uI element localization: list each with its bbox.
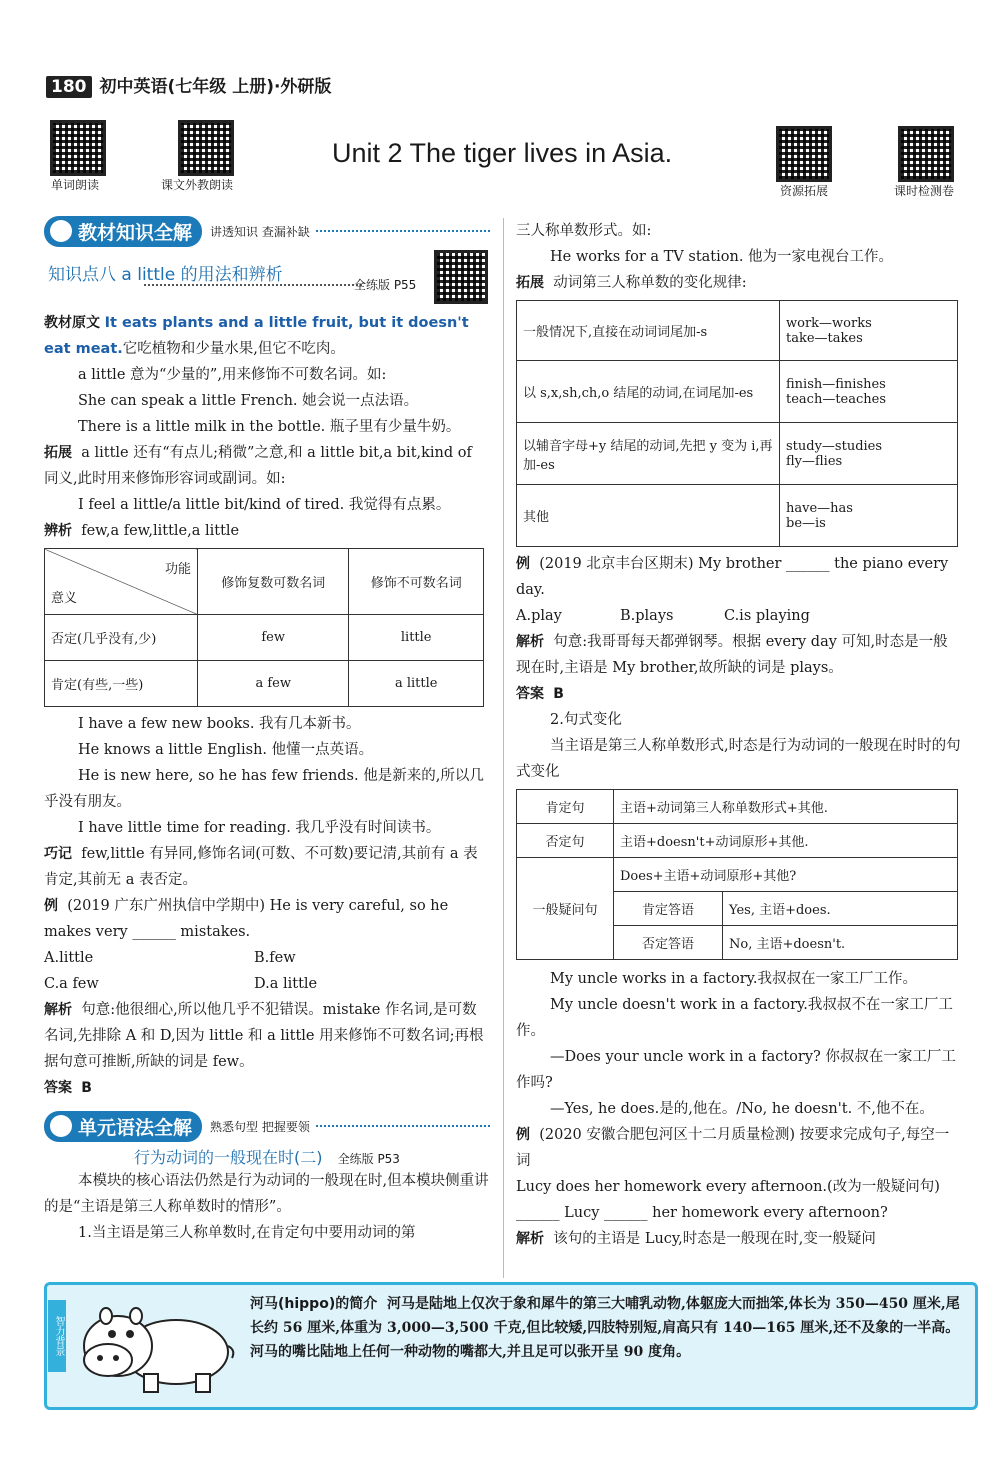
answer-options: C.a few D.a little <box>44 976 318 992</box>
qr-block-2[interactable] <box>160 120 234 193</box>
few-little-table: 功能 意义 修饰复数可数名词 修饰不可数名词 否定(几乎没有,少) few little 肯定(有些,一些) a few a little <box>44 548 484 707</box>
qr-code-icon[interactable] <box>50 120 106 176</box>
knowledge-body: 教材原文 It eats plants and a little fruit, but it doesn't eat meat.它吃植物和少量水果,但它不吃肉。 a little 意为“少量的”,用来修饰不可数名词。如: She can speak a little French. 她会说一点法语。 There is a little milk in the bottle. 瓶子里有少量牛奶。 拓展 a little 还有“有点儿;稍微”之意,和 a little bit,a bit,kind of 同义,此时用来修饰形容词或副词。如: I feel a little/a little bit/kind of tired. 我觉得有点累。 辨析 few,a few,little,a little <box>44 315 472 539</box>
table-row: 肯定(有些,一些) a few a little <box>45 661 484 707</box>
page-number: 180 <box>46 76 92 98</box>
table-row: 肯定句 主语+动词第三人称单数形式+其他. <box>517 790 958 824</box>
table-row: 其他 have—has be—is <box>517 485 958 547</box>
grammar-title: 行为动词的一般现在时(二) <box>134 1148 323 1167</box>
qr-code-icon[interactable] <box>434 250 488 304</box>
grammar-body: 本模块的核心语法仍然是行为动词的一般现在时,但本模块侧重讲的是“主语是第三人称单数时的情形”。 1.当主语是第三人称单数时,在肯定句中要用动词的第 <box>44 1173 489 1241</box>
answer-options: A.little B.few <box>44 950 296 966</box>
table-row: 否定句 主语+doesn't+动词原形+其他. <box>517 824 958 858</box>
speaker-icon <box>50 220 72 242</box>
original-text: It eats plants and a little fruit, but it doesn't eat meat. <box>44 315 469 357</box>
section-title: 教材知识全解 <box>78 221 193 244</box>
third-person-table <box>516 300 958 547</box>
section-subtitle: 讲透知识 查漏补缺 <box>210 224 310 239</box>
section-banner-grammar <box>44 1111 490 1141</box>
page-header <box>46 72 331 98</box>
grammar-title-row <box>44 1145 490 1168</box>
qr-code-icon[interactable] <box>178 120 234 176</box>
tips-side-label: 智力背景 <box>48 1300 66 1372</box>
speaker-icon <box>50 1115 72 1137</box>
left-column <box>44 216 490 1246</box>
section-banner-knowledge <box>44 216 490 246</box>
practice-reference: 全练版 P53 <box>337 1152 400 1166</box>
qr-code-icon[interactable] <box>776 126 832 182</box>
unit-title: Unit 2 The tiger lives in Asia. <box>332 138 673 168</box>
practice-reference: 全练版 P55 <box>354 278 417 292</box>
sentence-pattern-table <box>516 789 958 960</box>
table-row: 以辅音字母+y 结尾的动词,先把 y 变为 i,再加-es study—studies fly—flies <box>517 423 958 485</box>
knowledge-point-title: 知识点八 a little 的用法和辨析 <box>48 265 283 285</box>
table-row: 以 s,x,sh,ch,o 结尾的动词,在词尾加-es finish—finishes teach—teaches <box>517 361 958 423</box>
answer-options: A.play B.plays C.is playing <box>516 608 810 624</box>
right-column: 三人称单数形式。如: He works for a TV station. 他为一家电视台工作。 拓展 动词第三人称单数的变化规律: 一般情况下,直接在动词词尾加-s work—works take—takes 以 s,x,sh,ch,o 结尾的动词,在词尾加-es finish—finishes teach—teaches 以辅音字母+y 结尾的动词,先把 y 变为 i,再加-es study—studies fly—flies 其他 have—has be—is 例 (2019 北京丰台区期末) My brother ______ the piano every day. A.play B.plays C.is playing 解析 句意:我哥哥每天都弹钢琴。根据 every day 可知,时态是一般现在时,主语是 My brother,故所缺的词是 plays。 答案 B 2.句式变化 当主语是第三人称单数形式,时态是行为动词的一般现在时时的句式变化 肯定句 主语+动词第三人称单数形式+其他. 否定句 主语+doesn't+动词原形+其他. 一般疑问句 Does+主语+动词原形+其他? 肯定答语 Yes, 主语+does. 否定答语 No, 主语+doesn't. My uncle works in a factory.我叔叔在一家工厂工作。 My uncle doesn't work in a factory.我叔叔不在一家工厂工作。 —Does your uncle work in a factory? 你叔叔在一家工厂工作吗? —Yes, he does.是的,他在。/No, he doesn't. 不,他不在。 例 (2020 安徽合肥包河区十二月质量检测) 按要求完成句子,每空一词 Lucy does her homework every afternoon.(改为一般疑问句) ______ Lucy ______ her homework every afternoon? 解析 该句的主语是 Lucy,时态是一般现在时,变一般疑问 <box>516 223 961 1247</box>
section-title: 单元语法全解 <box>78 1116 193 1139</box>
tips-text: 河马(hippo)的简介 河马是陆地上仅次于象和犀牛的第三大哺乳动物,体躯庞大而拙笨,体长为 350—450 厘米,尾长约 56 厘米,体重为 3,000—3,500 千克,但比较矮,四肢特别短,肩高只有 140—165 厘米,还不及象的一半高。河马的嘴比陆地上任何一种动物的嘴都大,并且足可以张开呈 90 度角。 <box>250 1296 960 1360</box>
qr-block-3[interactable] <box>776 126 832 199</box>
knowledge-point-header <box>44 246 490 310</box>
qr-label: 课时检测卷 <box>894 184 955 198</box>
examples-body: I have a few new books. 我有几本新书。 He knows a little English. 他懂一点英语。 He is new here, so he has few friends. 他是新来的,所以几乎没有朋友。 I have little time for reading. 我几乎没有时间读书。 巧记 few,little 有异同,修饰名词(可数、不可数)要记清,其前有 a 表肯定,其前无 a 表否定。 例 (2019 广东广州执信中学期中) He is very careful, so he makes very ______ mistakes. A.little B.few C.a few D.a little 解析 句意:他很细心,所以他几乎不犯错误。mistake 作名词,是可数名词,先排除 A 和 D,因为 little 和 a little 用来修饰不可数名词;再根据句意可推断,所缺的词是 few。 答案 B <box>44 711 490 1101</box>
table-row: 一般疑问句 Does+主语+动词原形+其他? <box>517 858 958 892</box>
section-subtitle: 熟悉句型 把握要领 <box>210 1119 310 1134</box>
qr-block-4[interactable] <box>894 126 954 199</box>
qr-block-1[interactable] <box>44 120 106 193</box>
tips-title: 河马(hippo)的简介 <box>250 1296 378 1312</box>
book-title: 初中英语(七年级 上册)·外研版 <box>99 77 332 97</box>
qr-label: 资源拓展 <box>779 184 828 198</box>
table-row: 否定答语 No, 主语+doesn't. <box>517 926 958 960</box>
qr-label: 单词朗读 <box>50 178 99 192</box>
hippo-icon <box>78 1294 238 1398</box>
table-row: 肯定答语 Yes, 主语+does. <box>517 892 958 926</box>
qr-label: 课文外教朗读 <box>160 178 233 192</box>
table-row: 否定(几乎没有,少) few little <box>45 615 484 661</box>
table-row: 一般情况下,直接在动词词尾加-s work—works take—takes <box>517 301 958 361</box>
qr-code-icon[interactable] <box>898 126 954 182</box>
